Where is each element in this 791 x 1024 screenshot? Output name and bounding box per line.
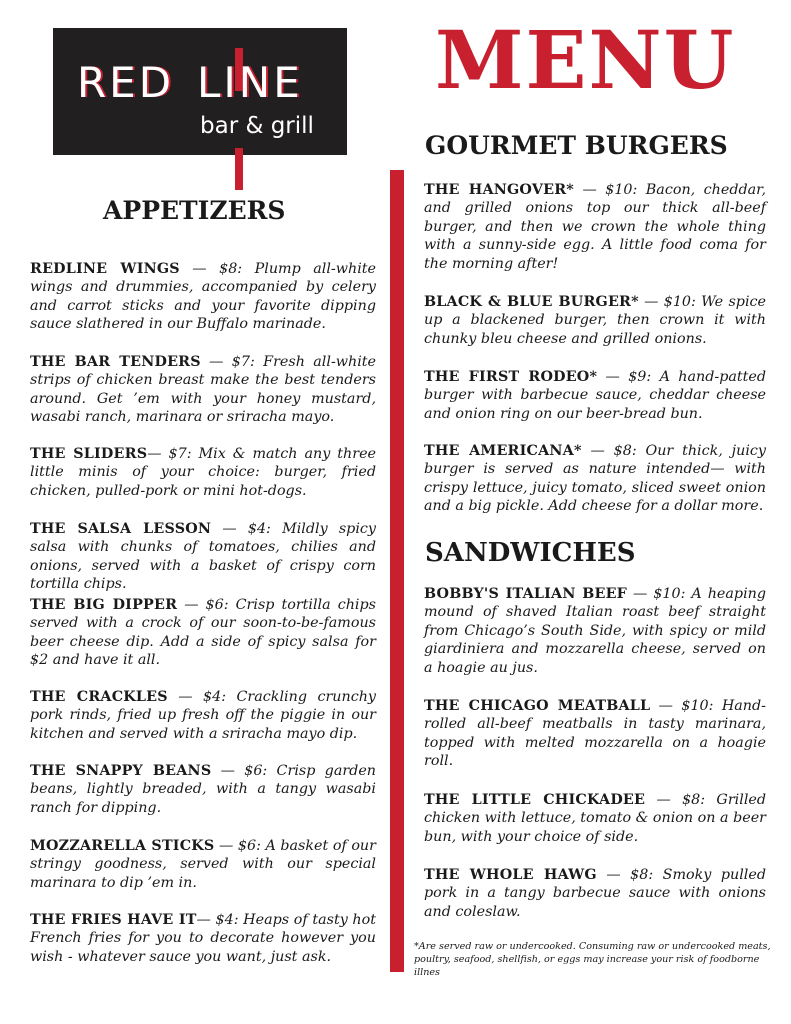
- item-name: THE SNAPPY BEANS: [30, 763, 212, 779]
- menu-item-chicago-meatball: [424, 697, 766, 771]
- menu-item-sliders: [30, 445, 376, 500]
- logo-red-bar-bottom: [235, 148, 243, 190]
- menu-item-black-blue-burger: [424, 293, 766, 348]
- item-name: THE SLIDERS: [30, 446, 148, 462]
- item-name: REDLINE WINGS: [30, 261, 180, 277]
- item-name: THE SALSA LESSON: [30, 521, 212, 537]
- menu-item-italian-beef: [424, 585, 766, 677]
- item-description: — $4: Crackling crunchy pork rinds, fried up fresh off the piggie in our kitchen and served with a sriracha mayo dip.: [30, 689, 376, 742]
- item-description: — $8: Smoky pulled pork in a tangy barbecue sauce with onions and coleslaw.: [424, 867, 766, 920]
- menu-item-americana: [424, 442, 766, 516]
- item-name: MOZZARELLA STICKS: [30, 838, 215, 854]
- gourmet-burgers-heading: GOURMET BURGERS: [425, 131, 728, 160]
- menu-item-snappy-beans: [30, 762, 376, 817]
- item-description: — $4: Heaps of tasty hot French fries for you to decorate however you wish - whatever sauce you want, just ask.: [30, 912, 376, 965]
- item-description: — $10: A heaping mound of shaved Italian roast beef straight from Chicago’s South Side, with spicy or mild giardiniera and mozzarella cheese, served on a hoagie au jus.: [424, 586, 766, 676]
- menu-item-big-dipper: [30, 596, 376, 670]
- menu-item-hangover: [424, 181, 766, 273]
- item-description: — $10: Bacon, cheddar, and grilled onions top our thick all-beef burger, and then we crown the whole thing with a sunny-side egg. A little food coma for the morning after!: [424, 182, 766, 272]
- logo-word-red: RED: [77, 58, 175, 107]
- raw-food-disclaimer: *Are served raw or undercooked. Consuming raw or undercooked meats, poultry, seafood, shellfish, or eggs may increase your risk of foodborne illnes: [414, 941, 771, 978]
- item-name: THE BIG DIPPER: [30, 597, 178, 613]
- item-description: — $6: Crisp tortilla chips served with a crock of our soon-to-be-famous beer cheese dip. Add a side of spicy salsa for $2 and have it all.: [30, 597, 376, 669]
- item-description: — $6: Crisp garden beans, lightly breaded, with a tangy wasabi ranch for dipping.: [30, 763, 376, 816]
- menu-item-bar-tenders: [30, 353, 376, 427]
- menu-item-redline-wings: [30, 260, 376, 334]
- item-name: THE HANGOVER*: [424, 182, 574, 198]
- menu-item-whole-hawg: [424, 866, 766, 921]
- item-name: BOBBY'S ITALIAN BEEF: [424, 586, 628, 602]
- item-name: THE LITTLE CHICKADEE: [424, 792, 646, 808]
- item-name: THE FRIES HAVE IT: [30, 912, 197, 928]
- item-description: — $8: Plump all-white wings and drummies, accompanied by celery and carrot sticks and your favorite dipping sauce slathered in our Buffalo marinade.: [30, 261, 376, 333]
- item-description: — $7: Fresh all-white strips of chicken breast make the best tenders around. Get ’em with your honey mustard, wasabi ranch, marinara or sriracha mayo.: [30, 354, 377, 426]
- menu-item-crackles: [30, 688, 376, 743]
- item-name: BLACK & BLUE BURGER*: [424, 294, 639, 310]
- item-name: THE CRACKLES: [30, 689, 168, 705]
- item-name: THE AMERICANA*: [424, 443, 582, 459]
- item-name: THE BAR TENDERS: [30, 354, 201, 370]
- menu-title: MENU: [435, 13, 736, 107]
- logo-word-line: LINE: [197, 58, 303, 107]
- item-description: — $7: Mix & match any three little minis of your choice: burger, fried chicken, pulled-pork or mini hot-dogs.: [30, 446, 376, 499]
- column-divider: [390, 170, 404, 972]
- item-description: — $4: Mildly spicy salsa with chunks of tomatoes, chilies and onions, served with a basket of crispy corn tortilla chips.: [30, 521, 376, 593]
- item-name: THE FIRST RODEO*: [424, 369, 598, 385]
- restaurant-logo: [53, 28, 347, 155]
- menu-item-first-rodeo: [424, 368, 766, 423]
- menu-item-mozzarella-sticks: [30, 837, 376, 892]
- sandwiches-heading: SANDWICHES: [425, 538, 636, 568]
- item-description: — $8: Our thick, juicy burger is served as nature intended— with crispy lettuce, juicy tomato, sliced sweet onion and a big pickle. Add cheese for a dollar more.: [424, 443, 766, 515]
- item-description: — $10: Hand-rolled all-beef meatballs in tasty marinara, topped with melted mozzarella on a hoagie roll.: [424, 698, 766, 770]
- item-description: — $9: A hand-patted burger with barbecue sauce, cheddar cheese and onion ring on our beer-bread bun.: [424, 369, 766, 422]
- item-description: — $10: We spice up a blackened burger, then crown it with chunky bleu cheese and grilled onions.: [424, 294, 766, 347]
- item-description: — $6: A basket of our stringy goodness, served with our special marinara to dip ’em in.: [30, 838, 376, 891]
- item-description: — $8: Grilled chicken with lettuce, tomato & onion on a beer bun, with your choice of side.: [424, 792, 767, 845]
- menu-item-little-chickadee: [424, 791, 766, 846]
- menu-item-fries-have-it: [30, 911, 376, 966]
- item-name: THE CHICAGO MEATBALL: [424, 698, 651, 714]
- appetizers-heading: APPETIZERS: [103, 196, 286, 225]
- logo-subtitle: bar & grill: [200, 113, 314, 139]
- menu-item-salsa-lesson: [30, 520, 376, 594]
- item-name: THE WHOLE HAWG: [424, 867, 597, 883]
